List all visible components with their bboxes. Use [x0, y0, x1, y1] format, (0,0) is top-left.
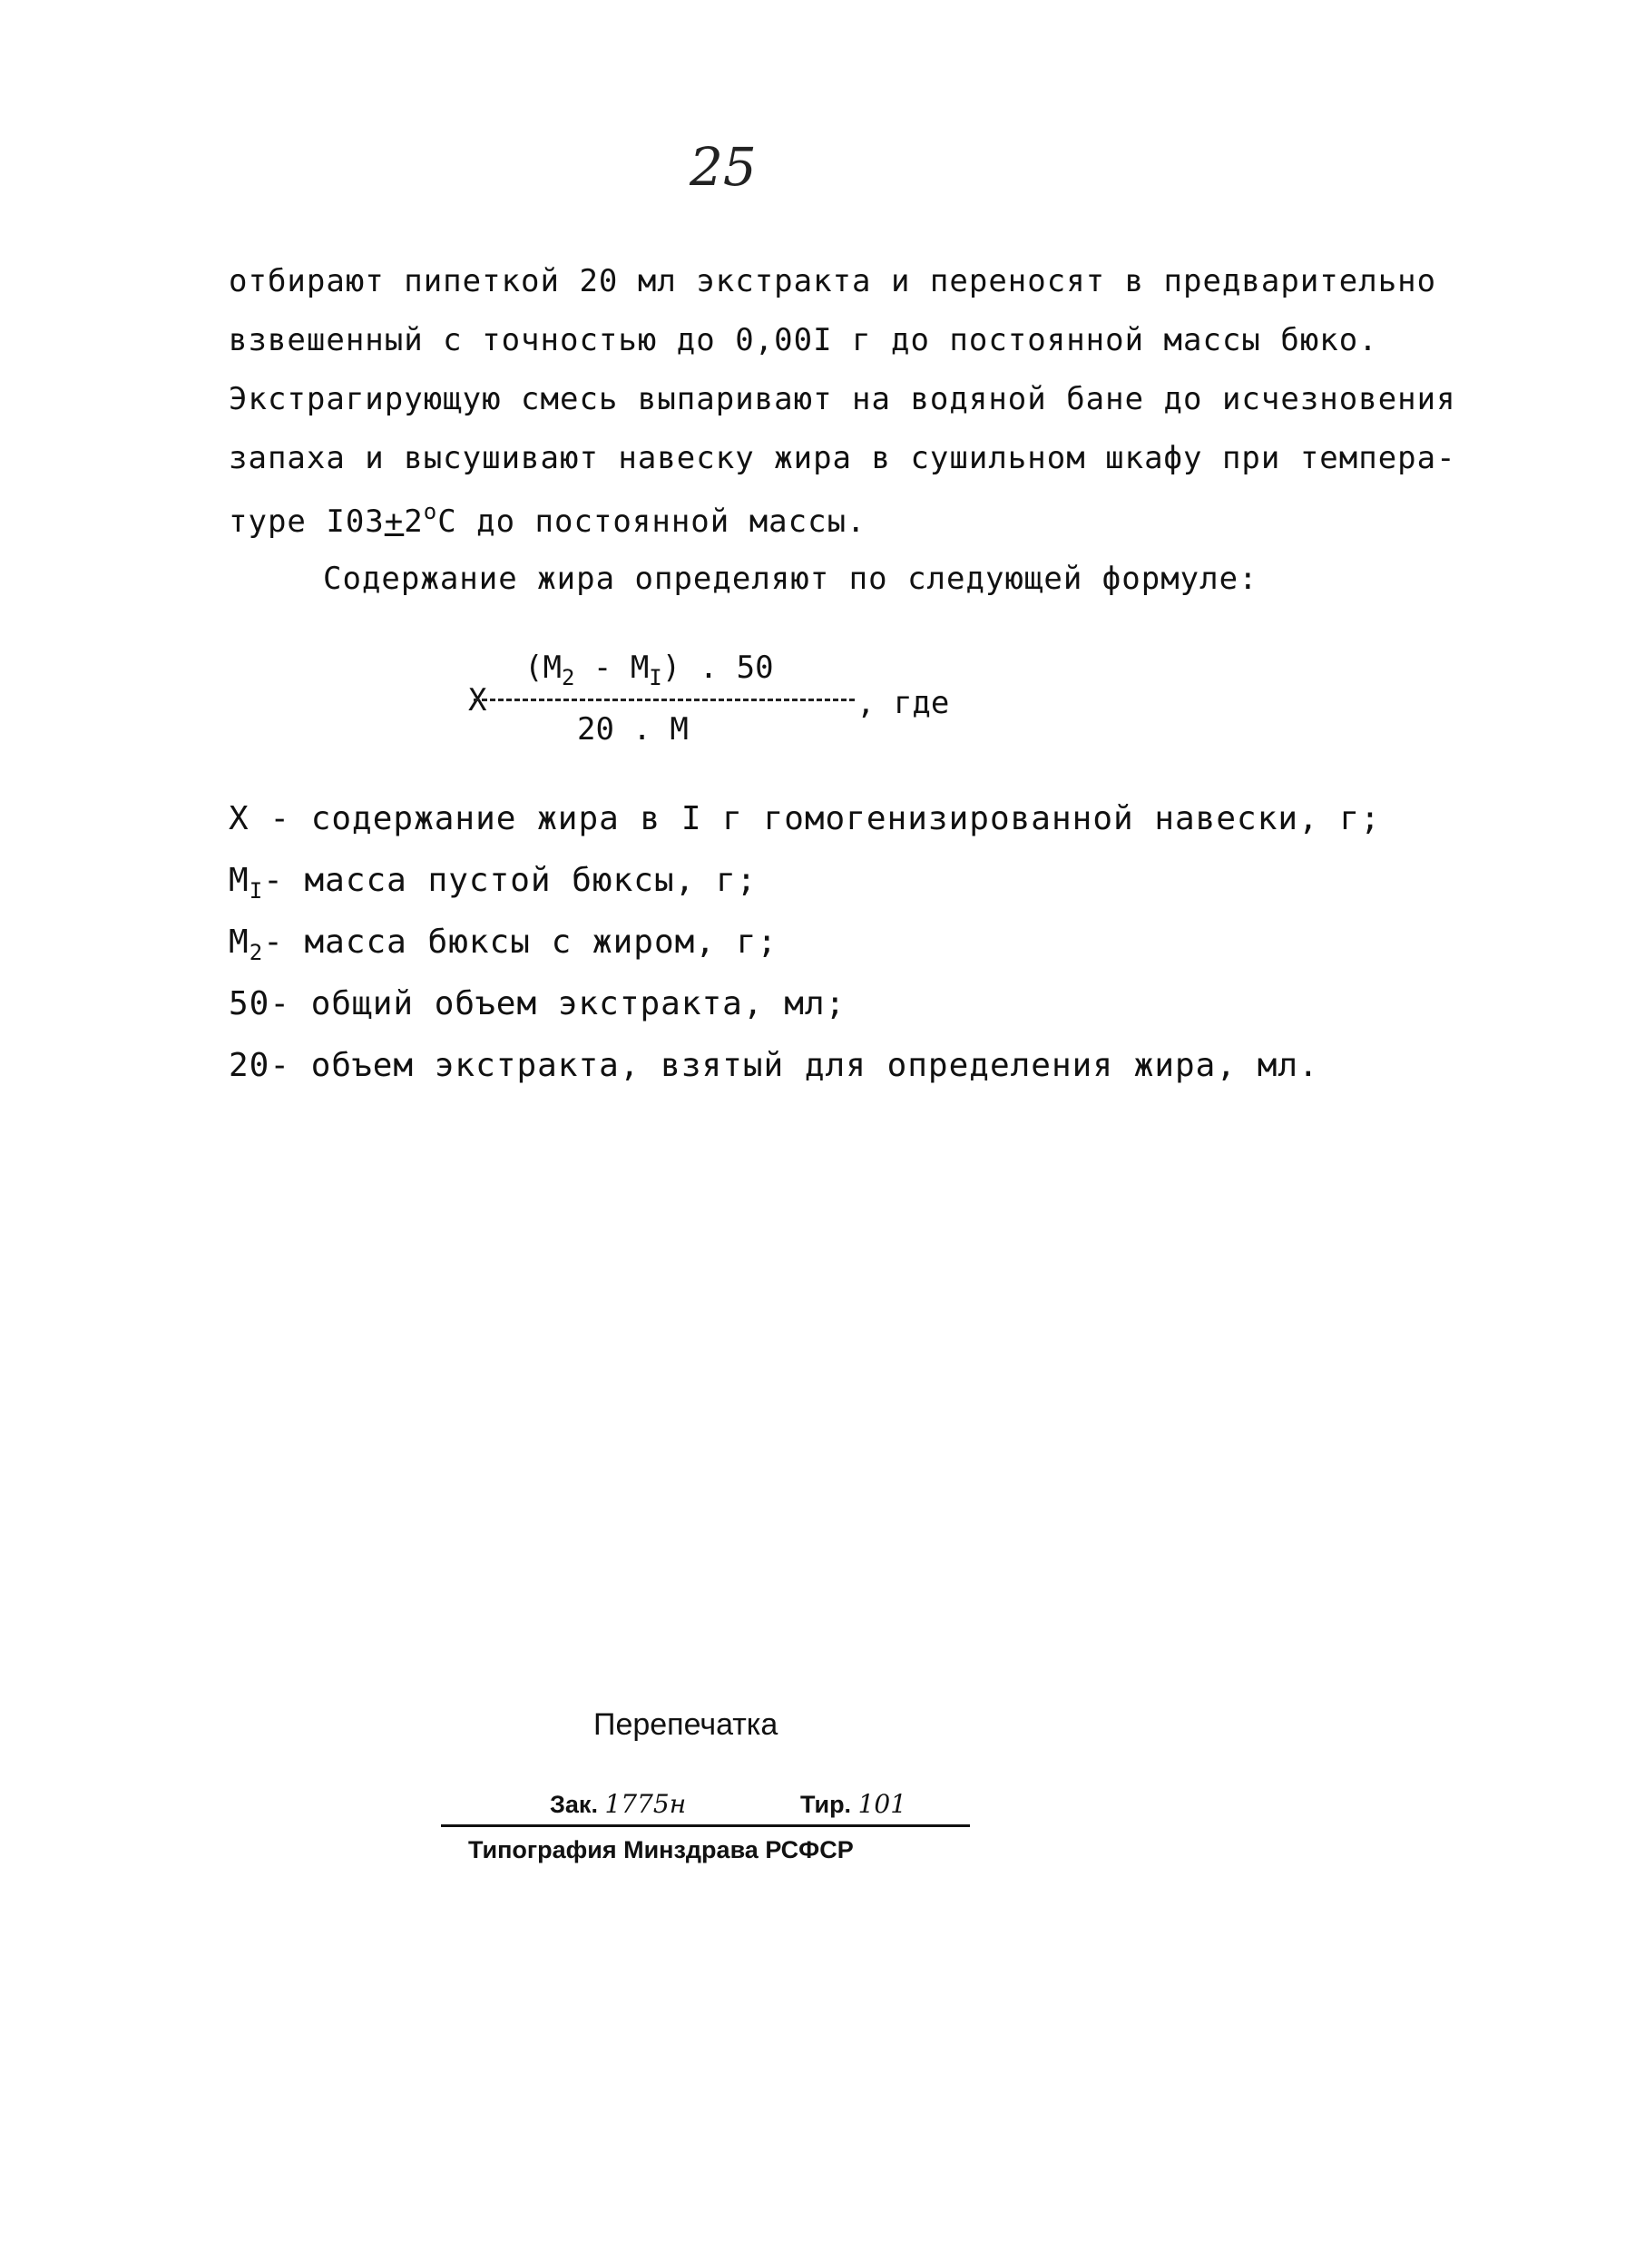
print-run-value: 101: [857, 1789, 907, 1819]
body-line-5: [229, 499, 866, 540]
body-line-3: Экстрагирующую смесь выпаривают на водяной бане до исчезновения: [229, 381, 1456, 417]
definition-20: 20- объем экстракта, взятый для определения жира, мл.: [229, 1047, 1319, 1084]
definition-m2: $М_2-$ масса бюксы с жиром, г;: [229, 924, 778, 965]
formula-intro: Содержание жира определяют по следующей формуле:: [323, 561, 1258, 597]
definition-x: Х - содержание жира в I г гомогенизированной навески, г;: [229, 800, 1381, 837]
definition-50: 50- общий объем экстракта, мл;: [229, 985, 847, 1022]
degree-sign: о: [423, 499, 438, 524]
temp-pre: туре I03: [229, 503, 385, 540]
printer-name: Типография Минздрава РСФСР: [468, 1836, 854, 1863]
body-line-1: отбирают пипеткой 20 мл экстракта и переносят в предварительно: [229, 263, 1437, 299]
definition-m1: $М_I-$ масса пустой бюксы, г;: [229, 862, 758, 904]
temp-post: С до постоянной массы.: [437, 503, 866, 540]
order-number-value: 1775н: [604, 1789, 687, 1819]
page-number: 25: [690, 136, 757, 198]
body-line-4: запаха и высушивают навеску жира в сушильном шкафу при темпера-: [229, 440, 1456, 476]
order-number: Зак. 1775н: [550, 1789, 687, 1819]
formula-lhs: Х: [468, 682, 487, 719]
reprint-note: Перепечатка: [593, 1707, 778, 1742]
imprint-rule: [441, 1824, 970, 1827]
plus-minus-sign: +: [384, 503, 405, 540]
print-run: Тир. 101: [800, 1789, 907, 1819]
temp-value: 2: [404, 503, 424, 540]
fraction-line: [474, 699, 855, 701]
formula-denominator: 20 . М: [577, 711, 689, 748]
formula-suffix: , где: [857, 685, 950, 721]
body-line-2: взвешенный с точностью до 0,00I г до постоянной массы бюко.: [229, 322, 1378, 358]
formula-numerator: $(М_2 - М_I)$ . 50: [524, 650, 774, 690]
